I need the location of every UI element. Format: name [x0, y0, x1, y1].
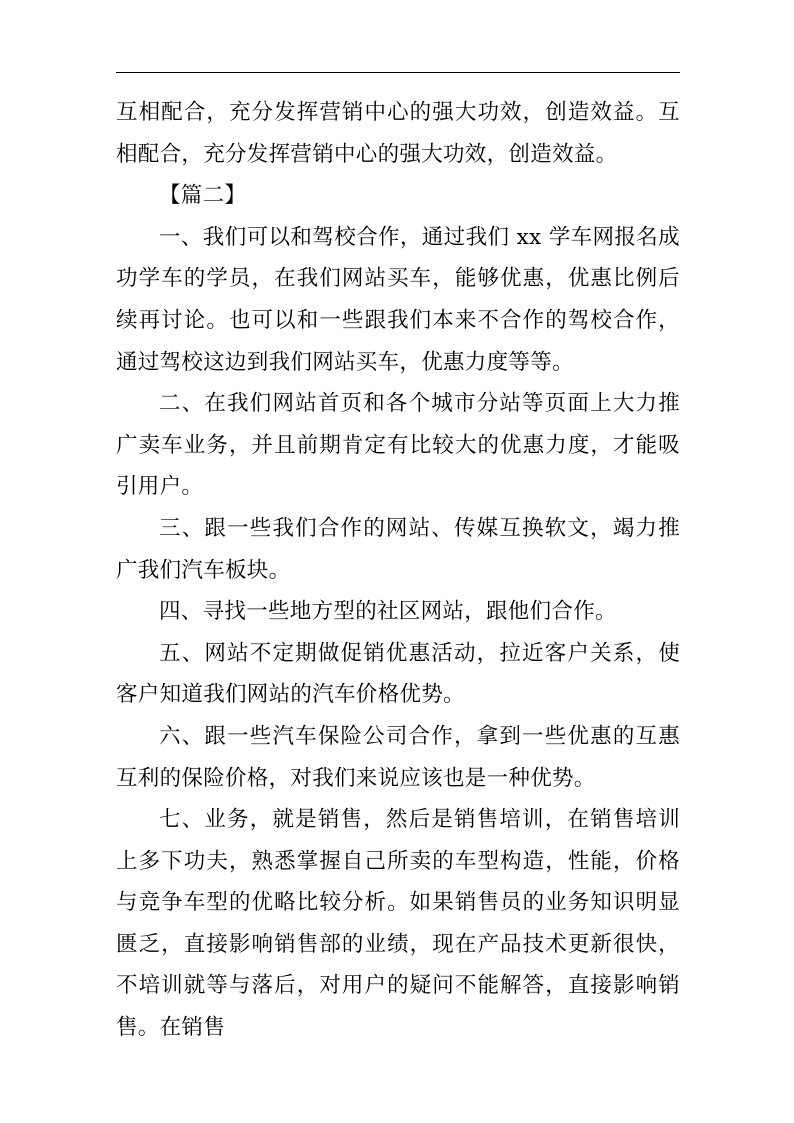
paragraph: 互相配合，充分发挥营销中心的强大功效，创造效益。互相配合，充分发挥营销中心的强大功效，创造效益。: [116, 100, 680, 167]
paragraph: 四、寻找一些地方型的社区网站，跟他们合作。: [159, 599, 617, 625]
section-heading: 【篇二】: [159, 183, 247, 209]
paragraph: 七、业务，就是销售，然后是销售培训，在销售培训上多下功夫，熟悉掌握自己所卖的车型构造，性能，价格与竞争车型的优略比较分析。如果销售员的业务知识明显匮乏，直接影响销售部的业绩，现在产品技术更新很快，不培训就等与落后，对用户的疑问不能解答，直接影响销售。在销售: [116, 807, 680, 1041]
paragraph: 六、跟一些汽车保险公司合作，拿到一些优惠的互惠互利的保险价格，对我们来说应该也是一种优势。: [116, 723, 680, 791]
header-rule: [116, 72, 680, 73]
paragraph: 一、我们可以和驾校合作，通过我们 xx 学车网报名成功学车的学员，在我们网站买车，能够优惠，优惠比例后续再讨论。也可以和一些跟我们本来不合作的驾校合作，通过驾校这边到我们网站买车，优惠力度等等。: [116, 224, 680, 375]
paragraph: 五、网站不定期做促销优惠活动，拉近客户关系，使客户知道我们网站的汽车价格优势。: [116, 640, 680, 708]
document-body: [116, 92, 680, 1049]
paragraph: 二、在我们网站首页和各个城市分站等页面上大力推广卖车业务，并且前期肯定有比较大的优惠力度，才能吸引用户。: [116, 391, 680, 500]
paragraph: 三、跟一些我们合作的网站、传媒互换软文，竭力推广我们汽车板块。: [116, 515, 680, 583]
